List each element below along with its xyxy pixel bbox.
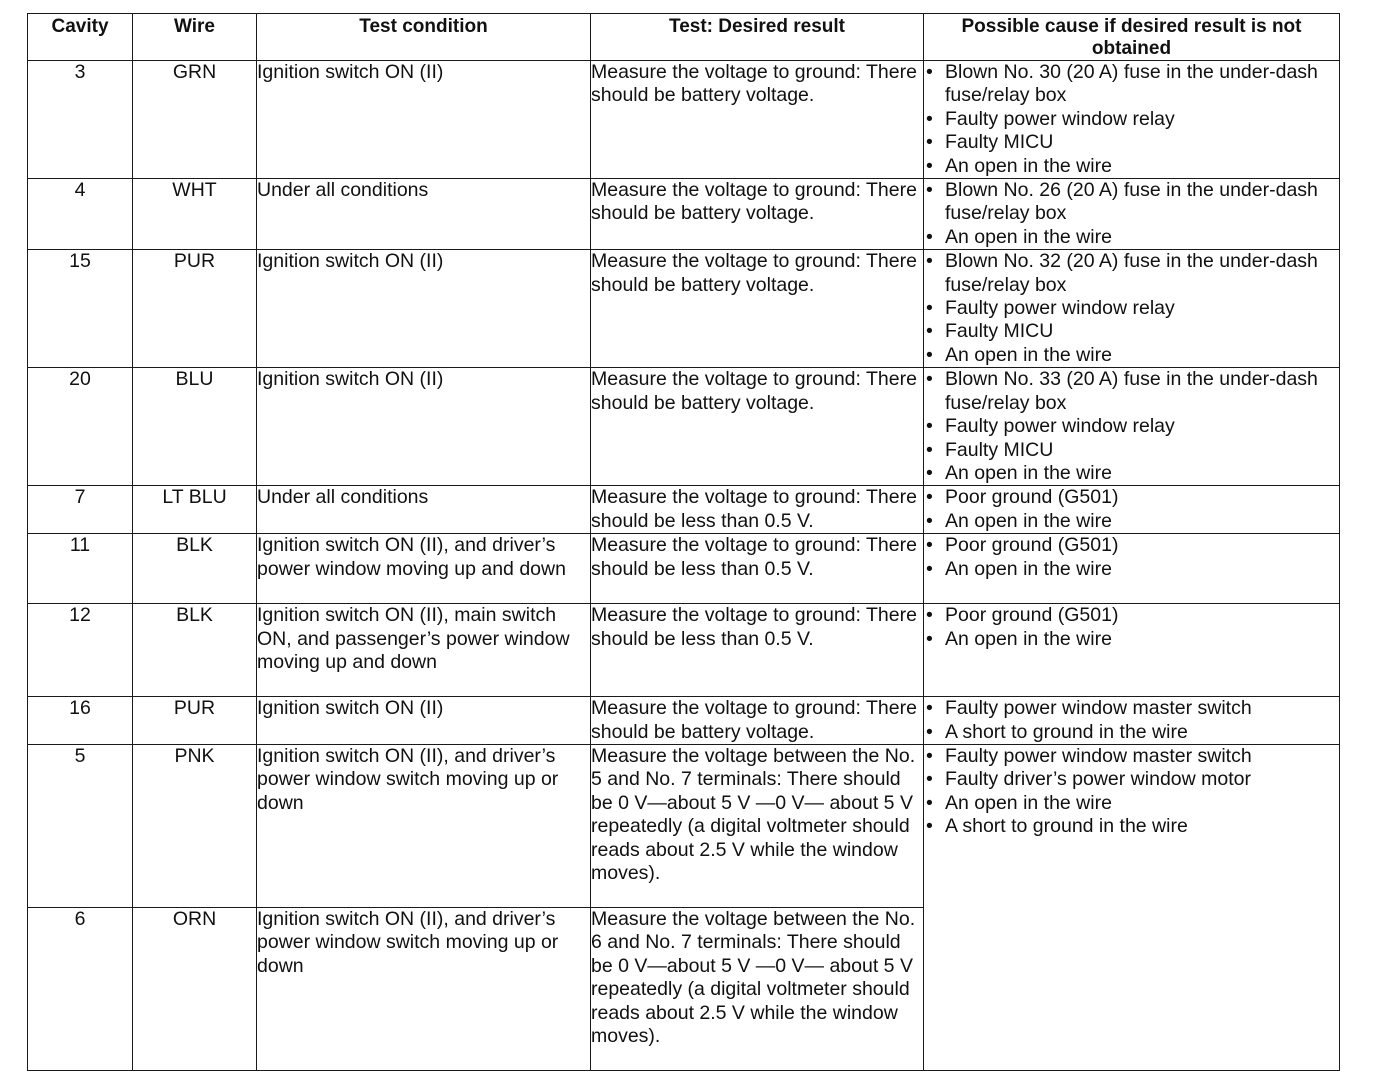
cause-item (924, 61, 1339, 108)
cause-item (924, 628, 1339, 651)
bullet-icon: • (926, 154, 933, 177)
bullet-icon: • (926, 720, 933, 743)
cause-text: An open in the wire (945, 791, 1112, 814)
cause-cell (924, 179, 1340, 250)
cause-text: Faulty MICU (945, 438, 1054, 461)
cause-item (924, 721, 1339, 744)
bullet-icon: • (926, 61, 933, 83)
cavity-cell: 20 (28, 368, 133, 486)
bullet-icon: • (926, 697, 933, 720)
bullet-icon: • (926, 604, 933, 627)
bullet-icon: • (926, 368, 933, 391)
cause-cell (924, 744, 1340, 1070)
table-row (28, 179, 1340, 250)
bullet-icon: • (926, 415, 933, 438)
cause-text: Blown No. 32 (20 A) fuse in the under-dash fuse/relay box (945, 250, 1318, 296)
bullet-icon: • (926, 438, 933, 461)
condition-cell: Ignition switch ON (II), and driver’s power window moving up and down (257, 534, 591, 604)
cavity-cell: 11 (28, 534, 133, 604)
bullet-icon: • (926, 768, 933, 791)
cause-item (924, 179, 1339, 226)
wire-cell: BLK (133, 604, 257, 697)
cause-text: A short to ground in the wire (945, 815, 1188, 838)
cause-list (924, 697, 1339, 744)
result-cell: Measure the voltage to ground: There should be battery voltage. (591, 250, 924, 368)
wire-cell: PNK (133, 744, 257, 907)
cause-text: Faulty power window relay (945, 107, 1175, 130)
cause-item (924, 534, 1339, 557)
wire-cell: PUR (133, 697, 257, 745)
bullet-icon: • (926, 486, 933, 509)
cause-text: Faulty MICU (945, 131, 1054, 154)
bullet-icon: • (926, 509, 933, 532)
cause-text: Faulty power window master switch (945, 697, 1252, 720)
wire-cell: BLU (133, 368, 257, 486)
cause-item (924, 155, 1339, 178)
cause-list (924, 486, 1339, 533)
result-cell: Measure the voltage to ground: There should be less than 0.5 V. (591, 486, 924, 534)
table-row (28, 61, 1340, 179)
wire-cell: WHT (133, 179, 257, 250)
cause-cell (924, 534, 1340, 604)
table-row (28, 486, 1340, 534)
cause-text: Poor ground (G501) (945, 534, 1119, 557)
cavity-cell: 15 (28, 250, 133, 368)
bullet-icon: • (926, 461, 933, 484)
diagnostic-table (27, 13, 1340, 1071)
cavity-cell: 12 (28, 604, 133, 697)
cause-item (924, 745, 1339, 768)
bullet-icon: • (926, 557, 933, 580)
cause-item (924, 320, 1339, 343)
cause-cell (924, 697, 1340, 745)
cause-text: Blown No. 30 (20 A) fuse in the under-dash fuse/relay box (945, 61, 1318, 107)
cause-text: An open in the wire (945, 343, 1112, 366)
cause-text: An open in the wire (945, 627, 1112, 650)
result-cell: Measure the voltage to ground: There should be battery voltage. (591, 697, 924, 745)
table-row (28, 250, 1340, 368)
wire-cell: ORN (133, 907, 257, 1070)
cavity-cell: 3 (28, 61, 133, 179)
table-row (28, 534, 1340, 604)
cause-text: An open in the wire (945, 154, 1112, 177)
cause-cell (924, 250, 1340, 368)
condition-cell: Ignition switch ON (II), and driver’s power window switch moving up or down (257, 907, 591, 1070)
cause-text: An open in the wire (945, 509, 1112, 532)
header-possible-cause: Possible cause if desired result is not obtained (924, 14, 1340, 61)
condition-cell: Ignition switch ON (II), and driver’s power window switch moving up or down (257, 744, 591, 907)
cavity-cell: 4 (28, 179, 133, 250)
cause-text: Poor ground (G501) (945, 486, 1119, 509)
cause-list (924, 250, 1339, 367)
bullet-icon: • (926, 815, 933, 838)
wire-cell: BLK (133, 534, 257, 604)
cause-text: Poor ground (G501) (945, 604, 1119, 627)
result-cell: Measure the voltage to ground: There should be battery voltage. (591, 179, 924, 250)
cause-item (924, 368, 1339, 415)
condition-cell: Under all conditions (257, 486, 591, 534)
cause-text: A short to ground in the wire (945, 720, 1188, 743)
condition-cell: Ignition switch ON (II) (257, 368, 591, 486)
condition-cell: Ignition switch ON (II) (257, 250, 591, 368)
bullet-icon: • (926, 534, 933, 557)
cause-list (924, 604, 1339, 651)
bullet-icon: • (926, 131, 933, 154)
cause-item (924, 768, 1339, 791)
bullet-icon: • (926, 297, 933, 320)
cause-cell (924, 61, 1340, 179)
cause-cell (924, 604, 1340, 697)
cause-list (924, 61, 1339, 178)
cavity-cell: 5 (28, 744, 133, 907)
wire-cell: PUR (133, 250, 257, 368)
cause-text: Blown No. 26 (20 A) fuse in the under-dash fuse/relay box (945, 179, 1318, 225)
condition-cell: Ignition switch ON (II) (257, 61, 591, 179)
cause-item (924, 415, 1339, 438)
bullet-icon: • (926, 744, 933, 767)
cause-item (924, 558, 1339, 581)
header-cavity: Cavity (28, 14, 133, 61)
header-test-condition: Test condition (257, 14, 591, 61)
cavity-cell: 7 (28, 486, 133, 534)
cause-text: Faulty power window relay (945, 297, 1175, 320)
bullet-icon: • (926, 250, 933, 273)
header-wire: Wire (133, 14, 257, 61)
cause-text: Faulty power window master switch (945, 744, 1252, 767)
cause-item (924, 462, 1339, 485)
result-cell: Measure the voltage between the No. 5 and No. 7 terminals: There should be 0 V—about 5 V —0 V— about 5 V repeatedly (a digital voltmeter should reads about 2.5 V while the window moves). (591, 744, 924, 907)
cause-item (924, 439, 1339, 462)
bullet-icon: • (926, 320, 933, 343)
table-row (28, 744, 1340, 907)
cause-text: An open in the wire (945, 557, 1112, 580)
cause-item (924, 226, 1339, 249)
cause-item (924, 815, 1339, 838)
bullet-icon: • (926, 107, 933, 130)
result-cell: Measure the voltage to ground: There should be battery voltage. (591, 61, 924, 179)
cause-text: Faulty driver’s power window motor (945, 768, 1251, 791)
cause-item (924, 297, 1339, 320)
cause-item (924, 604, 1339, 627)
result-cell: Measure the voltage to ground: There should be less than 0.5 V. (591, 604, 924, 697)
cause-item (924, 344, 1339, 367)
header-row (28, 14, 1340, 61)
cause-item (924, 510, 1339, 533)
cause-item (924, 250, 1339, 297)
cavity-cell: 16 (28, 697, 133, 745)
bullet-icon: • (926, 627, 933, 650)
condition-cell: Under all conditions (257, 179, 591, 250)
result-cell: Measure the voltage to ground: There should be battery voltage. (591, 368, 924, 486)
wire-cell: LT BLU (133, 486, 257, 534)
cause-item (924, 131, 1339, 154)
header-desired-result: Test: Desired result (591, 14, 924, 61)
table-row (28, 697, 1340, 745)
cause-list (924, 179, 1339, 249)
condition-cell: Ignition switch ON (II), main switch ON, and passenger’s power window moving up and down (257, 604, 591, 697)
cause-item (924, 108, 1339, 131)
cause-list (924, 534, 1339, 581)
cause-text: Blown No. 33 (20 A) fuse in the under-dash fuse/relay box (945, 368, 1318, 414)
cause-item (924, 697, 1339, 720)
cause-text: An open in the wire (945, 461, 1112, 484)
cause-cell (924, 368, 1340, 486)
result-cell: Measure the voltage to ground: There should be less than 0.5 V. (591, 534, 924, 604)
cause-cell (924, 486, 1340, 534)
cause-text: Faulty power window relay (945, 415, 1175, 438)
cause-item (924, 486, 1339, 509)
bullet-icon: • (926, 791, 933, 814)
wire-cell: GRN (133, 61, 257, 179)
bullet-icon: • (926, 179, 933, 202)
bullet-icon: • (926, 343, 933, 366)
cause-item (924, 792, 1339, 815)
result-cell: Measure the voltage between the No. 6 and No. 7 terminals: There should be 0 V—about 5 V —0 V— about 5 V repeatedly (a digital voltmeter should reads about 2.5 V while the window moves). (591, 907, 924, 1070)
table-row (28, 604, 1340, 697)
cavity-cell: 6 (28, 907, 133, 1070)
cause-text: An open in the wire (945, 225, 1112, 248)
condition-cell: Ignition switch ON (II) (257, 697, 591, 745)
table-row (28, 368, 1340, 486)
cause-list (924, 745, 1339, 839)
bullet-icon: • (926, 225, 933, 248)
cause-list (924, 368, 1339, 485)
cause-text: Faulty MICU (945, 320, 1054, 343)
